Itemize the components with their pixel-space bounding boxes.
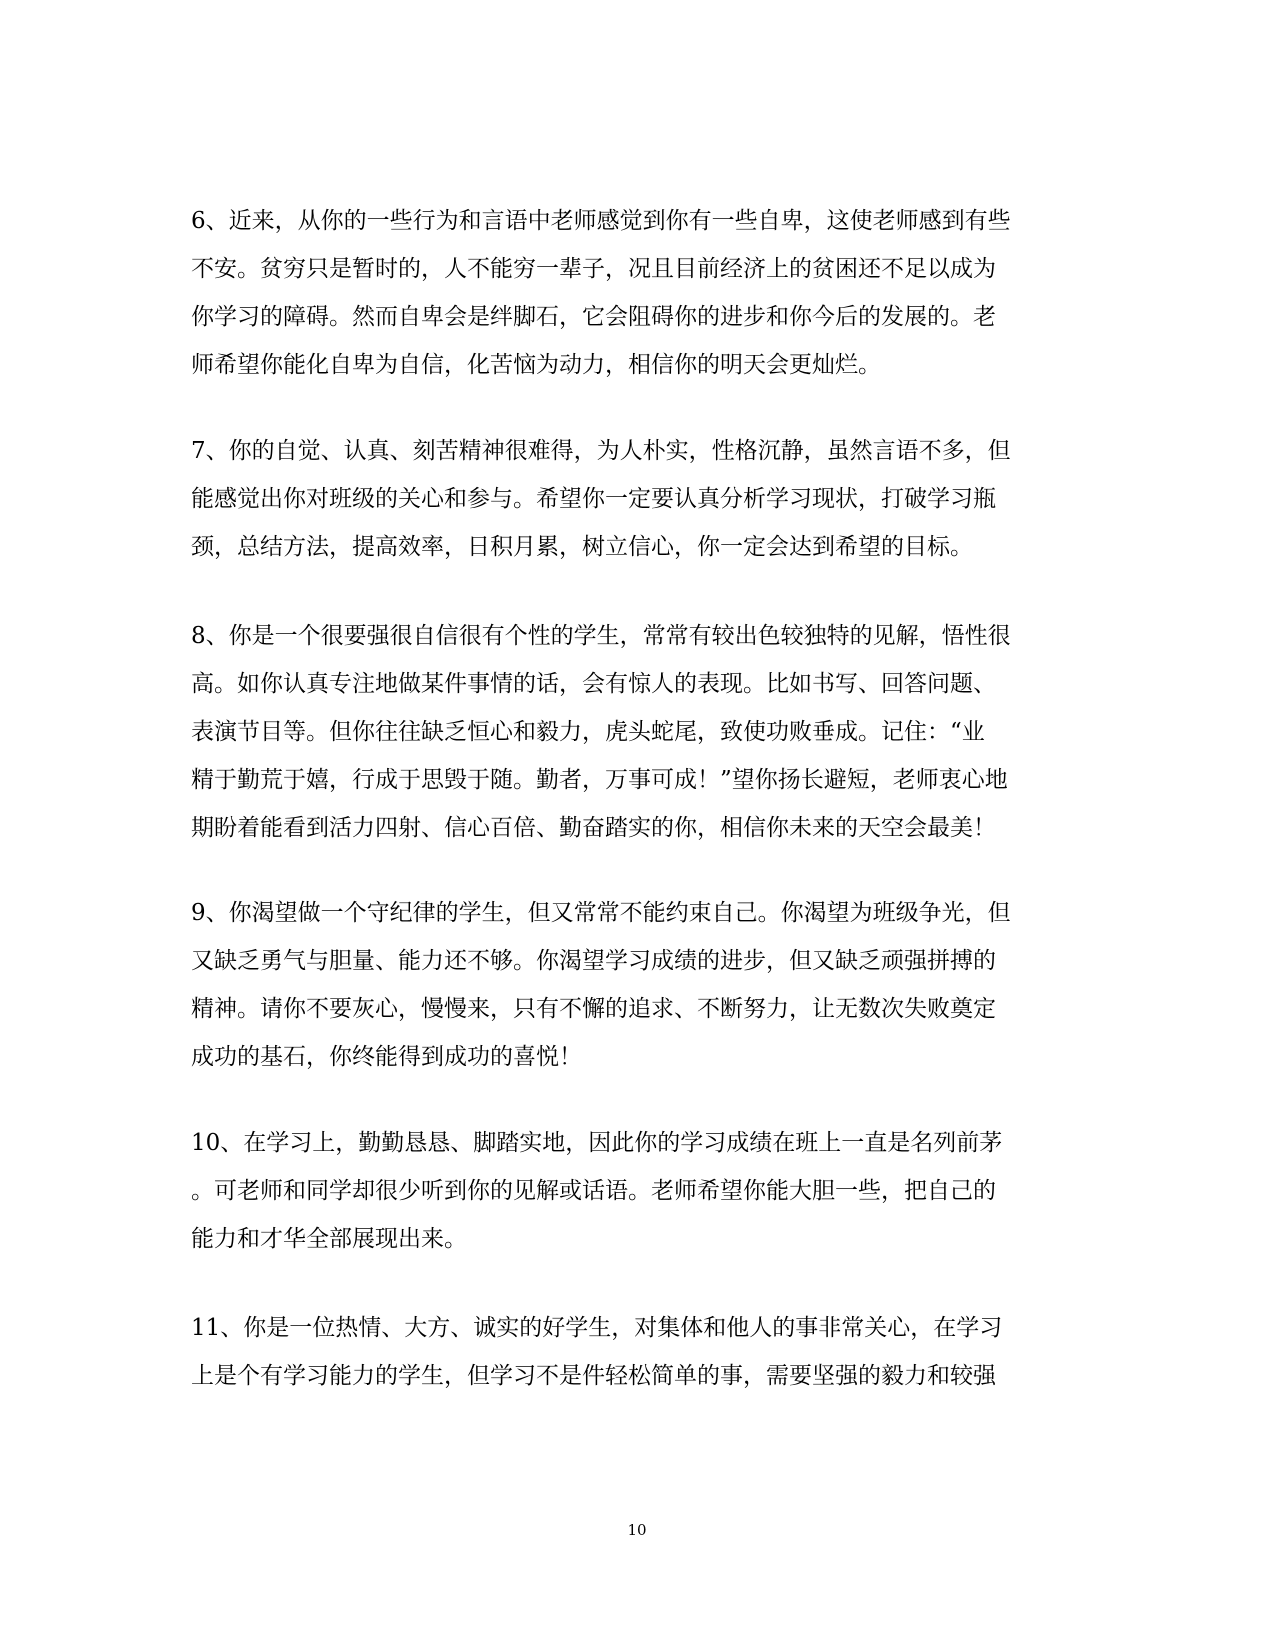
paragraph-line: 10、在学习上，勤勤恳恳、脚踏实地，因此你的学习成绩在班上一直是名列前茅 — [191, 1130, 1003, 1156]
paragraph-line: 精于勤荒于嬉，行成于思毁于随。勤者，万事可成！”望你扬长避短，老师衷心地 — [191, 767, 1008, 793]
paragraph-line: 7、你的自觉、认真、刻苦精神很难得，为人朴实，性格沉静，虽然言语不多，但 — [191, 438, 1011, 464]
paragraph-line: 11、你是一位热情、大方、诚实的好学生，对集体和他人的事非常关心，在学习 — [191, 1315, 1003, 1341]
paragraph-line: 师希望你能化自卑为自信，化苦恼为动力，相信你的明天会更灿烂。 — [191, 352, 881, 378]
comment-paragraph-10 — [191, 1119, 1081, 1263]
paragraph-line: 高。如你认真专注地做某件事情的话，会有惊人的表现。比如书写、回答问题、 — [191, 671, 996, 697]
paragraph-line: 上是个有学习能力的学生，但学习不是件轻松简单的事，需要坚强的毅力和较强 — [191, 1363, 996, 1389]
paragraph-line: 精神。请你不要灰心，慢慢来，只有不懈的追求、不断努力，让无数次失败奠定 — [191, 996, 996, 1022]
paragraph-line: 。可老师和同学却很少听到你的见解或话语。老师希望你能大胆一些，把自己的 — [191, 1178, 996, 1204]
page-number: 10 — [627, 1521, 647, 1539]
comment-paragraph-11 — [191, 1304, 1081, 1400]
paragraph-line: 不安。贫穷只是暂时的，人不能穷一辈子，况且目前经济上的贫困还不足以成为 — [191, 256, 996, 282]
paragraph-line: 期盼着能看到活力四射、信心百倍、勤奋踏实的你，相信你未来的天空会最美！ — [191, 815, 996, 841]
paragraph-line: 成功的基石，你终能得到成功的喜悦！ — [191, 1044, 582, 1070]
comment-paragraph-6 — [191, 197, 1081, 389]
paragraph-line: 6、近来，从你的一些行为和言语中老师感觉到你有一些自卑，这使老师感到有些 — [191, 208, 1011, 234]
paragraph-line: 又缺乏勇气与胆量、能力还不够。你渴望学习成绩的进步，但又缺乏顽强拼搏的 — [191, 948, 996, 974]
paragraph-line: 能感觉出你对班级的关心和参与。希望你一定要认真分析学习现状，打破学习瓶 — [191, 486, 996, 512]
comment-paragraph-9 — [191, 889, 1081, 1081]
paragraph-line: 颈，总结方法，提高效率，日积月累，树立信心，你一定会达到希望的目标。 — [191, 534, 973, 560]
paragraph-line: 9、你渴望做一个守纪律的学生，但又常常不能约束自己。你渴望为班级争光，但 — [191, 900, 1011, 926]
paragraph-line: 你学习的障碍。然而自卑会是绊脚石，它会阻碍你的进步和你今后的发展的。老 — [191, 304, 996, 330]
comment-paragraph-8 — [191, 612, 1081, 852]
comment-paragraph-7 — [191, 427, 1081, 571]
paragraph-line: 能力和才华全部展现出来。 — [191, 1226, 467, 1252]
paragraph-line: 8、你是一个很要强很自信很有个性的学生，常常有较出色较独特的见解，悟性很 — [191, 623, 1011, 649]
paragraph-line: 表演节目等。但你往往缺乏恒心和毅力，虎头蛇尾，致使功败垂成。记住：“业 — [191, 719, 985, 745]
